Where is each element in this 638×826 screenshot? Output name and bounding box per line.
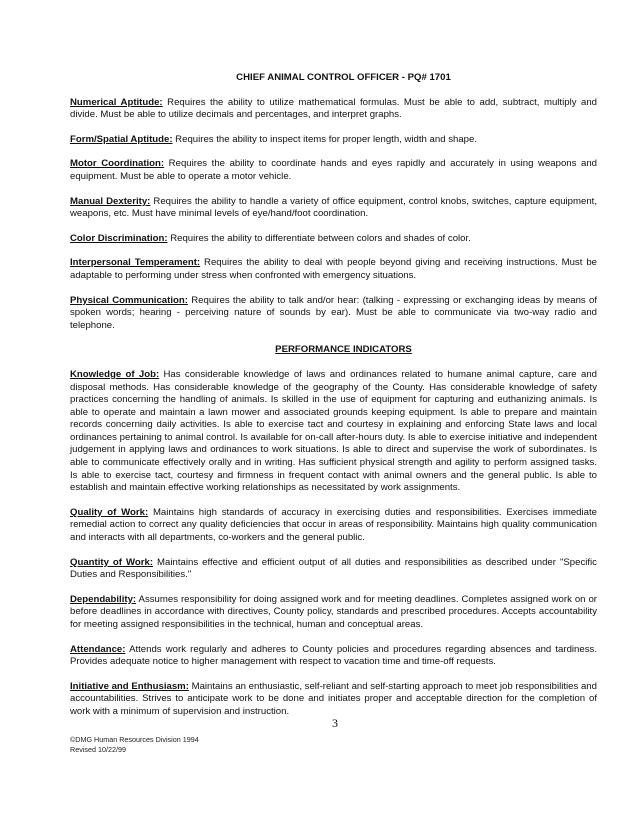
aptitude-text: Requires the ability to utilize mathematical formulas. Must be able to add, subtract, multiply and divide. Must be able to utilize decimals and percentages, and interpret graphs. <box>70 96 597 121</box>
document-footer <box>70 735 199 754</box>
aptitude-label: Numerical Aptitude: <box>70 96 163 108</box>
aptitude-label: Form/Spatial Aptitude: <box>70 133 173 145</box>
indicator-label: Quantity of Work: <box>70 556 154 568</box>
indicator-initiative-and-enthusiasm <box>70 681 597 719</box>
indicator-text: Attends work regularly and adheres to County policies and procedures regarding absences and tardiness. Provides adequate notice to higher management with respect to vacation time and time-off requests. <box>70 643 597 668</box>
document-title: CHIEF ANIMAL CONTROL OFFICER - PQ# 1701 <box>236 72 451 83</box>
aptitude-text: Requires the ability to handle a variety of office equipment, control knobs, switches, capture equipment, weapons, etc. Must have minimal levels of eye/hand/foot coordination. <box>70 195 597 220</box>
aptitude-label: Color Discrimination: <box>70 232 168 244</box>
indicator-label: Dependability: <box>70 593 137 605</box>
aptitude-color-discrimination <box>70 233 597 246</box>
page-number: 3 <box>332 716 338 730</box>
indicator-attendance <box>70 644 597 669</box>
aptitude-interpersonal-temperament <box>70 257 597 282</box>
aptitude-motor-coordination <box>70 158 597 183</box>
aptitude-text: Requires the ability to coordinate hands and eyes rapidly and accurately in using weapons and equipment. Must be able to operate a motor vehicle. <box>70 158 598 182</box>
aptitude-text: Requires the ability to inspect items for proper length, width and shape. <box>172 133 478 145</box>
aptitude-label: Manual Dexterity: <box>70 195 151 207</box>
indicator-text: Maintains an enthusiastic, self-reliant and self-starting approach to meet job responsibilities and accountabilities. Strives to anticipate work to be done and initiates proper and acceptable direction for the completion of work with a minimum of supervision and instruction. <box>70 680 597 717</box>
indicator-label: Knowledge of Job: <box>70 368 160 380</box>
aptitude-form-spatial <box>70 134 597 147</box>
aptitude-label: Interpersonal Temperament: <box>70 257 201 269</box>
aptitude-text: Requires the ability to deal with people beyond giving and receiving instructions. Must be adaptable to performing under stress when confronted with emergency situations. <box>70 257 597 281</box>
footer-copyright: ©DMG Human Resources Division 1994 <box>70 735 199 744</box>
indicator-text: Has considerable knowledge of laws and ordinances related to humane animal capture, care and disposal methods. Has considerable knowledge of the geography of the County. Has considerable knowledge of safety practices concerning the handling of animals. Is skilled in the use of equipment for capturing and euthanizing animals. Is able to operate and maintain a lawn mower and associated grounds keeping equipment. Is able to prepare and maintain records concerning daily activities. Is able to exercise tact and courtesy in explaining and enforcing State laws and local ordinances pertaining to animal control. Is available for on-call after-hours duty. Is able to exercise initiative and independent judgement in applying laws and ordinances to work situations. Is able to direct and supervise the work of subordinates. Is able to communicate effectively orally and in writing. Has sufficient physical strength and agility to perform assigned tasks. Is able to exercise tact, courtesy and firmness in frequent contact with animal owners and the general public. Is able to establish and maintain effective working relationships as necessitated by work assignments. <box>70 368 597 494</box>
aptitude-numerical <box>70 97 597 122</box>
indicator-text: Assumes responsibility for doing assigned work and for meeting deadlines. Completes assigned work on or before deadlines in accordance with directives, County policy, standards and prescribed procedures. Accepts accountability for meeting assigned responsibilities in the technical, human and conceptual areas. <box>70 593 597 630</box>
aptitude-label: Physical Communication: <box>70 294 188 306</box>
indicator-label: Quality of Work: <box>70 506 149 518</box>
aptitude-text: Requires the ability to differentiate between colors and shades of color. <box>167 232 471 244</box>
indicator-quality-of-work <box>70 507 597 545</box>
aptitude-label: Motor Coordination: <box>70 158 165 170</box>
document-page <box>70 72 597 731</box>
performance-indicators-heading: PERFORMANCE INDICATORS <box>275 344 412 356</box>
aptitude-text: Requires the ability to talk and/or hear: (talking - expressing or exchanging ideas by means of spoken words; hearing - perceiving nature of sounds by ear). Must be able to communicate via two-way radio and telephone. <box>70 294 598 331</box>
indicator-quantity-of-work <box>70 557 597 582</box>
indicator-text: Maintains high standards of accuracy in exercising duties and responsibilities. Exercises immediate remedial action to correct any quality deficiencies that occur in areas of responsibility. Maintains high quality communication and interacts with all departments, co-workers and the general public. <box>70 506 597 544</box>
indicator-label: Initiative and Enthusiasm: <box>70 680 189 692</box>
indicator-label: Attendance: <box>70 643 126 655</box>
indicator-text: Maintains effective and efficient output of all duties and responsibilities as described under "Specific Duties and Responsibilities." <box>70 556 597 581</box>
aptitude-manual-dexterity <box>70 196 597 221</box>
footer-revised-date: Revised 10/22/99 <box>70 744 126 754</box>
indicator-dependability <box>70 594 597 632</box>
aptitude-physical-communication <box>70 295 597 333</box>
indicator-knowledge-of-job <box>70 369 597 495</box>
